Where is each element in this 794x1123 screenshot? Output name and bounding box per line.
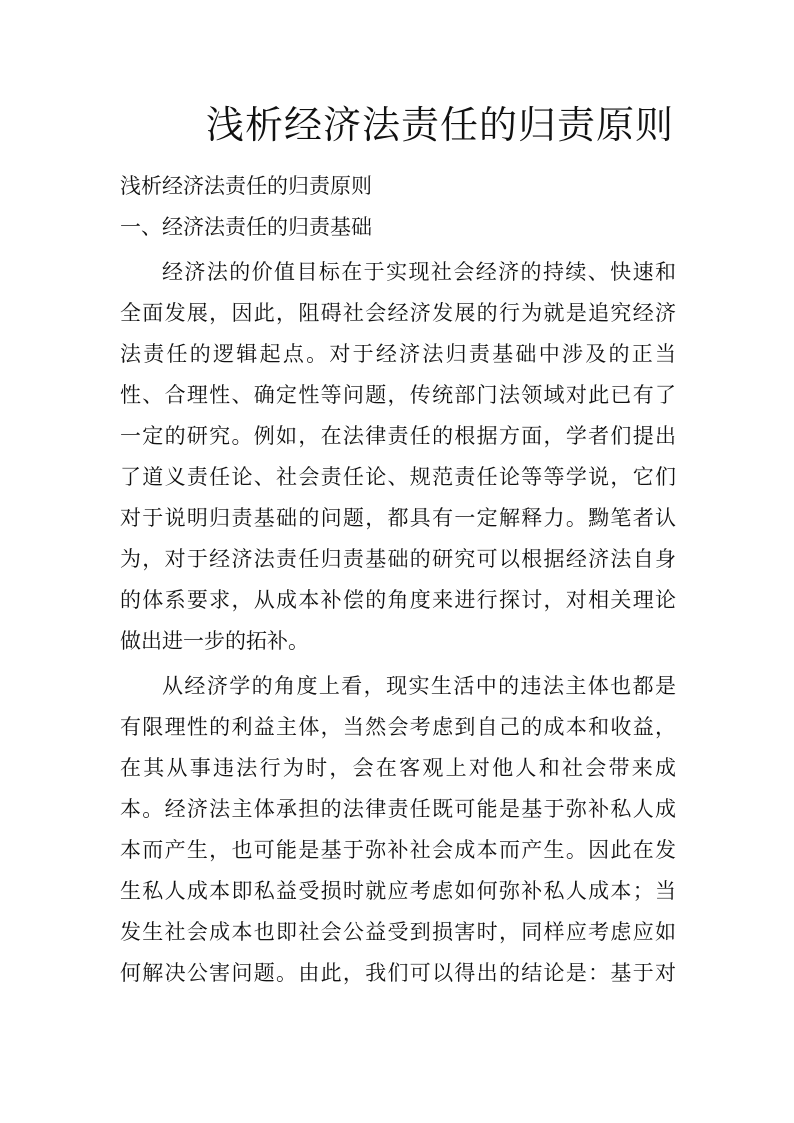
paragraph-line: 一定的研究。例如，在法律责任的根据方面，学者们提出 — [120, 424, 676, 448]
paragraph-line: 做出进一步的拓补。 — [120, 629, 309, 653]
paragraph-line: 法责任的逻辑起点。对于经济法归责基础中涉及的正当 — [120, 342, 676, 366]
paragraph-line: 对于说明归责基础的问题，都具有一定解释力。黝笔者认 — [120, 506, 676, 530]
paragraph-line: 从经济学的角度上看，现实生活中的违法主体也都是 — [162, 674, 676, 698]
paragraph-line: 为，对于经济法责任归责基础的研究可以根据经济法自身 — [120, 547, 676, 571]
document-subtitle: 浅析经济法责任的归责原则 — [120, 174, 372, 198]
paragraph-line: 全面发展，因此，阻碍社会经济发展的行为就是追究经济 — [120, 301, 676, 325]
paragraph-line: 发生社会成本也即社会公益受到损害时，同样应考虑应如 — [120, 920, 676, 944]
paragraph-line: 本而产生，也可能是基于弥补社会成本而产生。因此在发 — [120, 838, 676, 862]
paragraph-line: 有限理性的利益主体，当然会考虑到自己的成本和收益， — [120, 715, 676, 739]
paragraph-line: 性、合理性、确定性等问题，传统部门法领域对此已有了 — [120, 383, 676, 407]
paragraph-line: 的体系要求，从成本补偿的角度来进行探讨，对相关理论 — [120, 588, 676, 612]
section-heading: 一、经济法责任的归责基础 — [120, 215, 372, 239]
document-title: 浅析经济法责任的归责原则 — [205, 103, 674, 147]
paragraph-line: 了道义责任论、社会责任论、规范责任论等等学说，它们 — [120, 465, 676, 489]
paragraph-line: 何解决公害问题。由此，我们可以得出的结论是：基于对 — [120, 961, 676, 985]
paragraph-line: 生私人成本即私益受损时就应考虑如何弥补私人成本；当 — [120, 879, 676, 903]
paragraph-line: 本。经济法主体承担的法律责任既可能是基于弥补私人成 — [120, 797, 676, 821]
paragraph-line: 经济法的价值目标在于实现社会经济的持续、快速和 — [162, 260, 676, 284]
paragraph-line: 在其从事违法行为时，会在客观上对他人和社会带来成 — [120, 756, 676, 780]
